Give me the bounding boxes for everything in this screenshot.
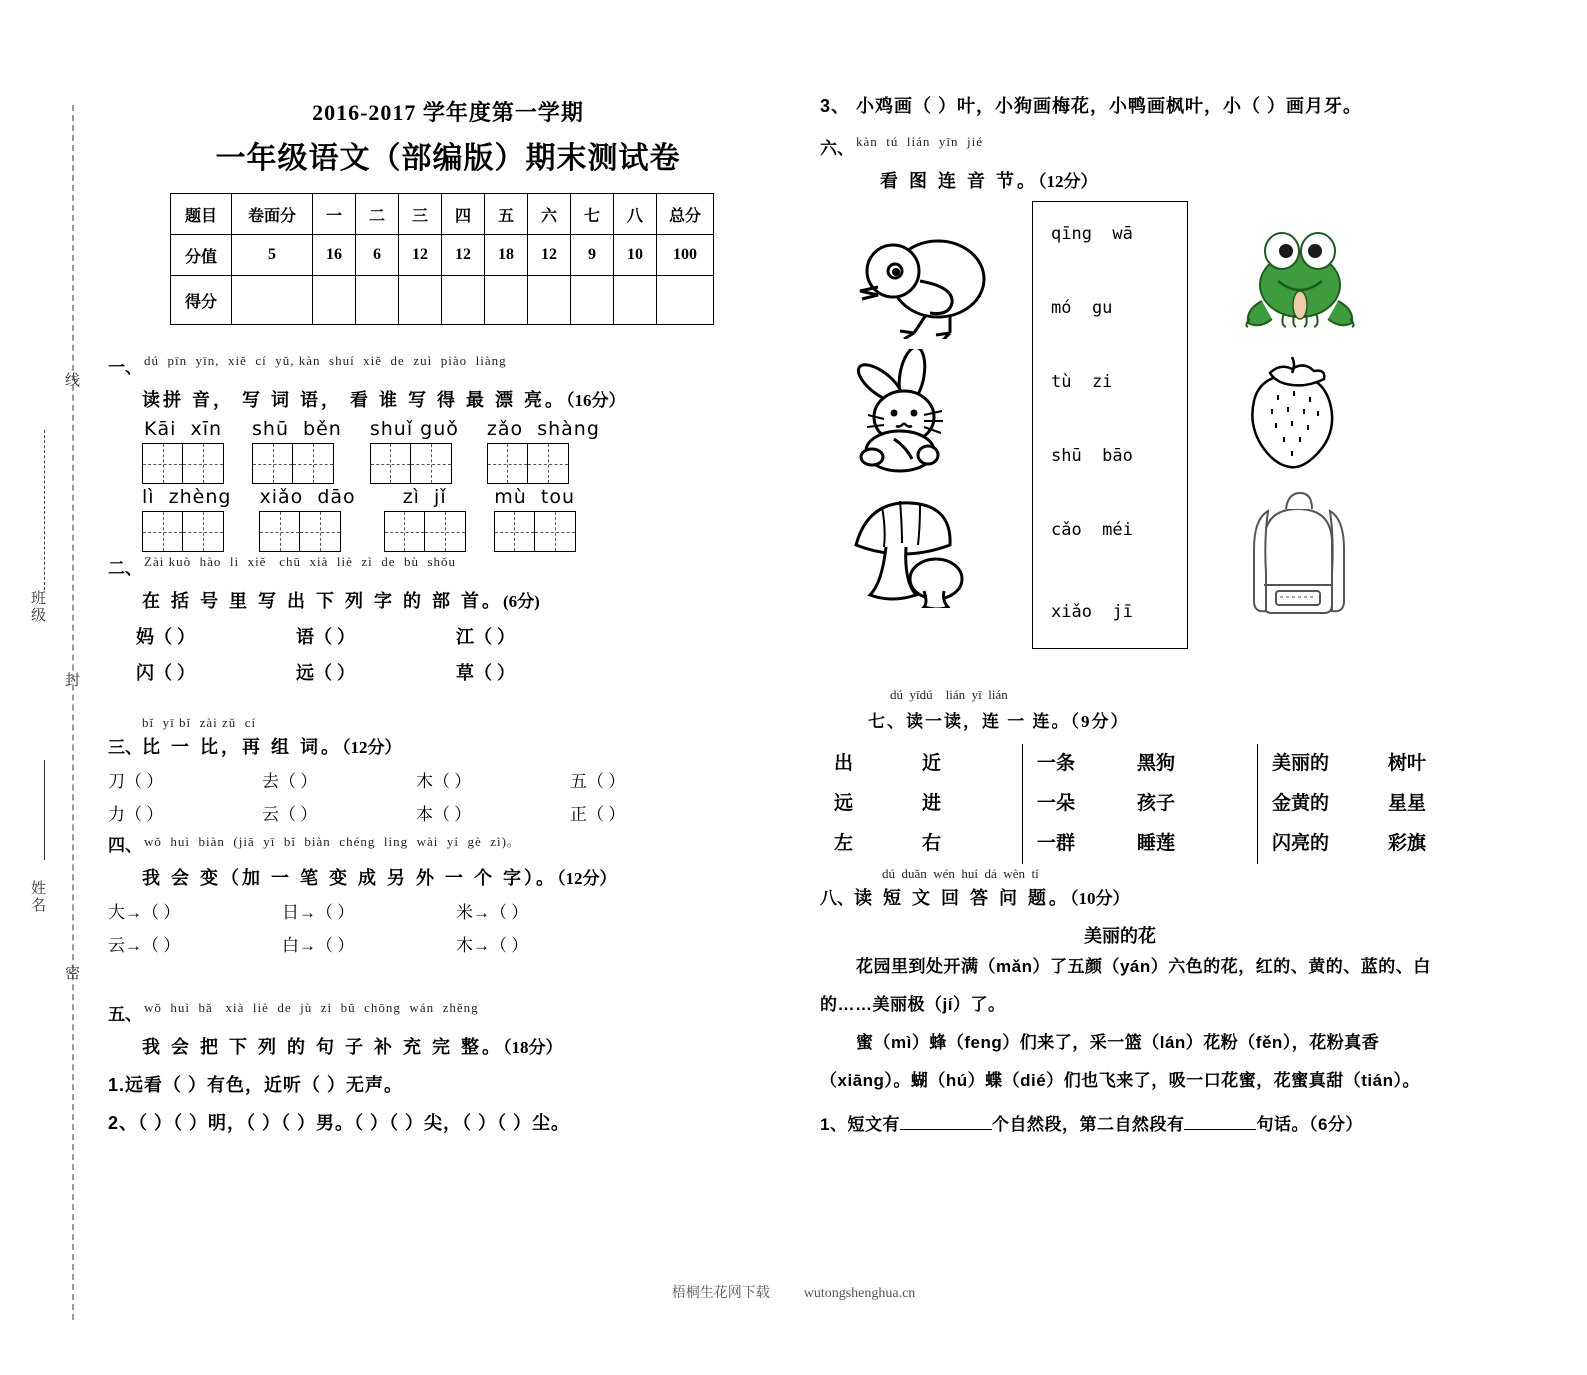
match-item[interactable]: 树叶 xyxy=(1388,753,1427,774)
match-item[interactable]: 睡莲 xyxy=(1137,833,1176,854)
fill-item[interactable]: 妈（ ） xyxy=(136,627,196,647)
margin-label-class: 班级 xyxy=(29,590,47,624)
score-cell: 12 xyxy=(442,235,485,276)
question-3 xyxy=(108,715,788,825)
question-1-row-1 xyxy=(142,418,788,484)
score-cell: 18 xyxy=(485,235,528,276)
binding-sub-dash xyxy=(44,430,45,590)
tianzige-word xyxy=(370,418,459,484)
question-5-item-3[interactable]: 3、 小鸡画（ ）叶，小狗画梅花，小鸭画枫叶，小（ ）画月牙。 xyxy=(820,96,1363,116)
match-item[interactable]: 左 xyxy=(834,833,854,854)
tianzige-cell[interactable] xyxy=(259,511,300,552)
pinyin-option-qingwa[interactable]: qīng wā xyxy=(1051,224,1133,244)
passage-title: 美丽的花 xyxy=(1084,926,1156,946)
score-input-cell[interactable] xyxy=(313,276,356,325)
left-column xyxy=(108,0,788,1375)
fill-item[interactable]: 语（ ） xyxy=(296,627,356,647)
question-4-line-1 xyxy=(108,898,788,923)
score-input-cell[interactable] xyxy=(442,276,485,325)
score-input-cell[interactable] xyxy=(614,276,657,325)
tianzige-word xyxy=(142,418,224,484)
word-pinyin: Kāi xīn xyxy=(143,418,223,440)
margin-label-xian: 线 xyxy=(63,372,81,389)
question-8-sub-1-part-a: 1、短文有 xyxy=(820,1115,900,1134)
question-1-number: 一、 xyxy=(108,358,142,377)
strawberry-drawing[interactable] xyxy=(1240,349,1350,474)
page-title: 一年级语文（部编版）期末测试卷 xyxy=(215,142,681,175)
word-pinyin: xiǎo dāo xyxy=(259,486,356,508)
margin-label-mi: 密 xyxy=(63,965,81,982)
tianzige-cell[interactable] xyxy=(183,443,224,484)
fill-item[interactable]: 日→（ ） xyxy=(282,903,355,922)
score-cell: 5 xyxy=(232,235,313,276)
word-pinyin: mù tou xyxy=(494,486,576,508)
question-5-item-2[interactable]: 2、（ ）（ ）明，（ ）（ ）男。（ ）（ ）尖，（ ）（ ）尘。 xyxy=(108,1113,571,1133)
question-4-line-2 xyxy=(108,931,788,956)
pinyin-option-tuzi[interactable]: tù zi xyxy=(1051,372,1113,392)
score-cell: 卷面分 xyxy=(232,194,313,235)
question-8-sub-1-score: （6分） xyxy=(1308,1115,1363,1134)
question-1-score: （16分） xyxy=(566,391,626,410)
question-5 xyxy=(108,1000,788,1135)
question-7-pinyin: dú yīdú lián yī lián xyxy=(890,687,1008,702)
binding-margin xyxy=(0,0,105,1375)
score-cell: 八 xyxy=(614,194,657,235)
score-cell: 二 xyxy=(356,194,399,235)
question-8-sub-1-part-c: 句话。 xyxy=(1256,1115,1309,1134)
fill-item[interactable]: 去（ ） xyxy=(262,772,318,791)
word-pinyin: lì zhèng xyxy=(142,486,232,508)
match-item[interactable]: 金黄的 xyxy=(1272,793,1330,814)
table-row xyxy=(171,235,714,276)
exam-year-title: 2016-2017 学年度第一学期 xyxy=(312,100,584,125)
tianzige-word xyxy=(384,486,466,552)
match-item[interactable]: 星星 xyxy=(1388,793,1427,814)
score-cell: 四 xyxy=(442,194,485,235)
score-cell: 10 xyxy=(614,235,657,276)
question-5-item-1[interactable]: 1.远看（ ）有色，近听（ ）无声。 xyxy=(108,1075,404,1095)
match-item[interactable]: 黑狗 xyxy=(1137,753,1176,774)
match-item[interactable]: 进 xyxy=(922,793,942,814)
pinyin-option-xiaoji[interactable]: xiǎo jī xyxy=(1051,602,1133,622)
question-4-score: （12分） xyxy=(557,869,617,888)
match-item[interactable]: 孩子 xyxy=(1137,793,1176,814)
word-pinyin: shū běn xyxy=(252,418,342,440)
table-row xyxy=(171,194,714,235)
question-2-score: (6分) xyxy=(503,592,540,611)
question-3-pinyin: bǐ yī bǐ zài zǔ cí xyxy=(142,715,257,730)
pinyin-option-caomei[interactable]: cǎo méi xyxy=(1051,520,1133,540)
word-pinyin: zǎo shàng xyxy=(486,418,600,440)
fill-item[interactable]: 五（ ） xyxy=(570,772,626,791)
score-cell: 七 xyxy=(571,194,614,235)
question-2-line-2 xyxy=(136,659,788,685)
score-row-label: 得分 xyxy=(171,276,232,325)
fill-item[interactable]: 江（ ） xyxy=(456,627,516,647)
tianzige-word xyxy=(494,486,576,552)
match-item[interactable]: 右 xyxy=(922,833,942,854)
right-column xyxy=(820,0,1520,1375)
tianzige-cell[interactable] xyxy=(142,443,183,484)
word-pinyin: shuǐ guǒ xyxy=(369,418,459,440)
question-8-pinyin: dú duǎn wén huí dá wèn tí xyxy=(882,866,1039,881)
score-cell: 三 xyxy=(399,194,442,235)
fill-item[interactable]: 草（ ） xyxy=(456,663,516,683)
tianzige-cell[interactable] xyxy=(300,511,341,552)
question-3-score: （12分） xyxy=(342,738,402,757)
footer-site-url: wutongshenghua.cn xyxy=(803,1286,916,1301)
tianzige-cell[interactable] xyxy=(293,443,334,484)
answer-blank-sentence-count[interactable] xyxy=(1184,1129,1256,1130)
score-cell: 12 xyxy=(528,235,571,276)
tianzige-cell[interactable] xyxy=(487,443,528,484)
question-7-title: 读一读，连 一 连。 xyxy=(906,712,1071,731)
fill-item[interactable]: 闪（ ） xyxy=(136,663,196,683)
match-item[interactable]: 近 xyxy=(922,753,942,774)
frog-drawing[interactable] xyxy=(1240,223,1360,333)
match-item[interactable]: 闪亮的 xyxy=(1272,833,1330,854)
tianzige-cell[interactable] xyxy=(142,511,183,552)
binding-dashed-line xyxy=(72,105,74,1320)
question-3-title: 比 一 比，再 组 词。 xyxy=(142,737,343,757)
answer-blank-paragraph-count[interactable] xyxy=(900,1129,992,1130)
score-cell: 总分 xyxy=(657,194,714,235)
score-cell: 9 xyxy=(571,235,614,276)
question-6-score: （12分） xyxy=(1038,172,1098,191)
tianzige-cell[interactable] xyxy=(384,511,425,552)
pinyin-option-shubao[interactable]: shū bāo xyxy=(1051,446,1133,466)
question-6 xyxy=(820,134,1520,671)
chick-drawing[interactable] xyxy=(838,229,1008,344)
tianzige-cell[interactable] xyxy=(411,443,452,484)
question-8-sub-1-part-b: 个自然段，第二自然段有 xyxy=(991,1115,1185,1134)
match-item[interactable]: 一群 xyxy=(1037,833,1076,854)
mushroom-drawing[interactable] xyxy=(838,493,968,613)
score-row-label: 分值 xyxy=(171,235,232,276)
footer-watermark xyxy=(0,1282,1587,1302)
footer-site-name: 梧桐生花网下载 xyxy=(671,1286,770,1301)
margin-label-feng: 封 xyxy=(63,672,81,689)
question-8-title: 读 短 文 回 答 问 题。 xyxy=(854,888,1071,908)
question-4-number: 四、 xyxy=(108,836,142,855)
question-4 xyxy=(108,831,788,956)
tianzige-cell[interactable] xyxy=(528,443,569,484)
score-cell: 12 xyxy=(399,235,442,276)
fill-item[interactable]: 刀（ ） xyxy=(108,772,164,791)
score-table xyxy=(170,193,714,325)
score-cell: 五 xyxy=(485,194,528,235)
score-input-cell[interactable] xyxy=(528,276,571,325)
fill-item[interactable]: 木（ ） xyxy=(416,772,472,791)
tianzige-cell[interactable] xyxy=(425,511,466,552)
score-cell: 六 xyxy=(528,194,571,235)
question-1-title: 读拼 音， 写 词 语， 看 谁 写 得 最 漂 亮。 xyxy=(142,390,567,410)
question-7-number: 七、 xyxy=(868,712,906,731)
tianzige-word xyxy=(252,418,342,484)
tianzige-cell[interactable] xyxy=(494,511,535,552)
match-item[interactable]: 出 xyxy=(834,753,854,774)
question-6-number: 六、 xyxy=(820,139,854,158)
question-4-title: 我 会 变（加 一 笔 变 成 另 外 一 个 字）。 xyxy=(142,868,558,888)
tianzige-cell[interactable] xyxy=(370,443,411,484)
score-cell: 100 xyxy=(657,235,714,276)
question-4-pinyin: wǒ huì biàn (jiā yī bǐ biàn chéng ling wài yí gè zì)。 xyxy=(144,834,521,849)
question-5-title: 我 会 把 下 列 的 句 子 补 充 完 整。 xyxy=(142,1037,504,1057)
match-item[interactable]: 美丽的 xyxy=(1272,753,1330,774)
question-1-pinyin: dú pīn yīn, xiě cí yǔ, kàn shuí xiě de zuì piào liàng xyxy=(144,353,507,368)
score-input-cell[interactable] xyxy=(571,276,614,325)
question-6-title: 看 图 连 音 节。 xyxy=(880,171,1039,191)
tianzige-word xyxy=(259,486,355,552)
fill-item[interactable]: 正（ ） xyxy=(570,805,626,824)
question-6-pinyin: kàn tú lián yīn jié xyxy=(856,134,983,149)
question-7 xyxy=(820,687,1520,864)
question-1 xyxy=(108,353,788,552)
score-input-cell[interactable] xyxy=(232,276,313,325)
match-group-1 xyxy=(820,744,1022,864)
match-item[interactable]: 彩旗 xyxy=(1388,833,1427,854)
word-pinyin: zì jǐ xyxy=(402,486,447,508)
tianzige-cell[interactable] xyxy=(183,511,224,552)
fill-item[interactable]: 木→（ ） xyxy=(456,936,529,955)
fill-item[interactable]: 力（ ） xyxy=(108,805,164,824)
question-5-score: （18分） xyxy=(503,1038,563,1057)
question-5-pinyin: wǒ huì bǎ xià liè de jù zi bǔ chōng wán zhěng xyxy=(144,1000,479,1015)
question-3-line-2 xyxy=(108,800,788,825)
score-row-label: 题目 xyxy=(171,194,232,235)
fill-item[interactable]: 大→（ ） xyxy=(108,903,181,922)
score-cell: 16 xyxy=(313,235,356,276)
question-2-pinyin: Zài kuò hào li xiě chū xià liè zì de bù shǒu xyxy=(144,554,457,569)
score-input-cell[interactable] xyxy=(485,276,528,325)
question-8-score: （10分） xyxy=(1070,889,1130,908)
fill-item[interactable]: 云（ ） xyxy=(262,805,318,824)
question-3-line-1 xyxy=(108,767,788,792)
tianzige-word xyxy=(487,418,600,484)
fill-item[interactable]: 远（ ） xyxy=(296,663,356,683)
backpack-drawing[interactable] xyxy=(1240,483,1360,628)
match-item[interactable]: 一朵 xyxy=(1037,793,1076,814)
match-item[interactable]: 一条 xyxy=(1037,753,1076,774)
question-8 xyxy=(820,866,1520,1135)
picture-pinyin-match-area xyxy=(820,201,1520,671)
question-2-line-1 xyxy=(136,623,788,649)
passage-paragraph-2: 蜜（mì）蜂（feng）们来了，采一篮（lán）花粉（fěn），花粉真香（xiāng）。蝴（hú）蝶（dié）们也飞来了，吸一口花蜜，花蜜真甜（tián）。 xyxy=(820,1033,1420,1090)
question-1-row-2 xyxy=(142,486,788,552)
question-2 xyxy=(108,554,788,685)
match-group-3 xyxy=(1257,744,1498,864)
score-input-cell[interactable] xyxy=(399,276,442,325)
pinyin-option-mogu[interactable]: mó gu xyxy=(1051,298,1113,318)
pinyin-choice-box xyxy=(1032,201,1188,649)
binding-solid-line xyxy=(44,760,45,860)
tianzige-cell[interactable] xyxy=(252,443,293,484)
tianzige-word xyxy=(142,486,231,552)
question-2-title: 在 括 号 里 写 出 下 列 字 的 部 首。 xyxy=(142,591,504,611)
fill-item[interactable]: 云→（ ） xyxy=(108,936,181,955)
table-row xyxy=(171,276,714,325)
match-item[interactable]: 远 xyxy=(834,793,854,814)
passage-paragraph-1: 花园里到处开满（mǎn）了五颜（yán）六色的花，红的、黄的、蓝的、白的……美丽极（jí）了。 xyxy=(820,957,1431,1014)
score-input-cell[interactable] xyxy=(356,276,399,325)
fill-item[interactable]: 本（ ） xyxy=(416,805,472,824)
question-7-match-area xyxy=(820,744,1520,864)
question-8-number: 八、 xyxy=(820,889,854,908)
question-5-number: 五、 xyxy=(108,1005,142,1024)
fill-item[interactable]: 米→（ ） xyxy=(456,903,529,922)
rabbit-drawing[interactable] xyxy=(838,349,968,479)
question-8-sub-1[interactable] xyxy=(820,1110,1520,1135)
question-2-number: 二、 xyxy=(108,559,142,578)
question-7-score: （9分） xyxy=(1070,712,1130,731)
question-3-number: 三、 xyxy=(108,738,142,757)
score-cell: 6 xyxy=(356,235,399,276)
match-group-2 xyxy=(1022,744,1257,864)
score-cell: 一 xyxy=(313,194,356,235)
fill-item[interactable]: 白→（ ） xyxy=(282,936,355,955)
margin-label-name: 姓名 xyxy=(29,880,47,914)
score-input-cell[interactable] xyxy=(657,276,714,325)
tianzige-cell[interactable] xyxy=(535,511,576,552)
